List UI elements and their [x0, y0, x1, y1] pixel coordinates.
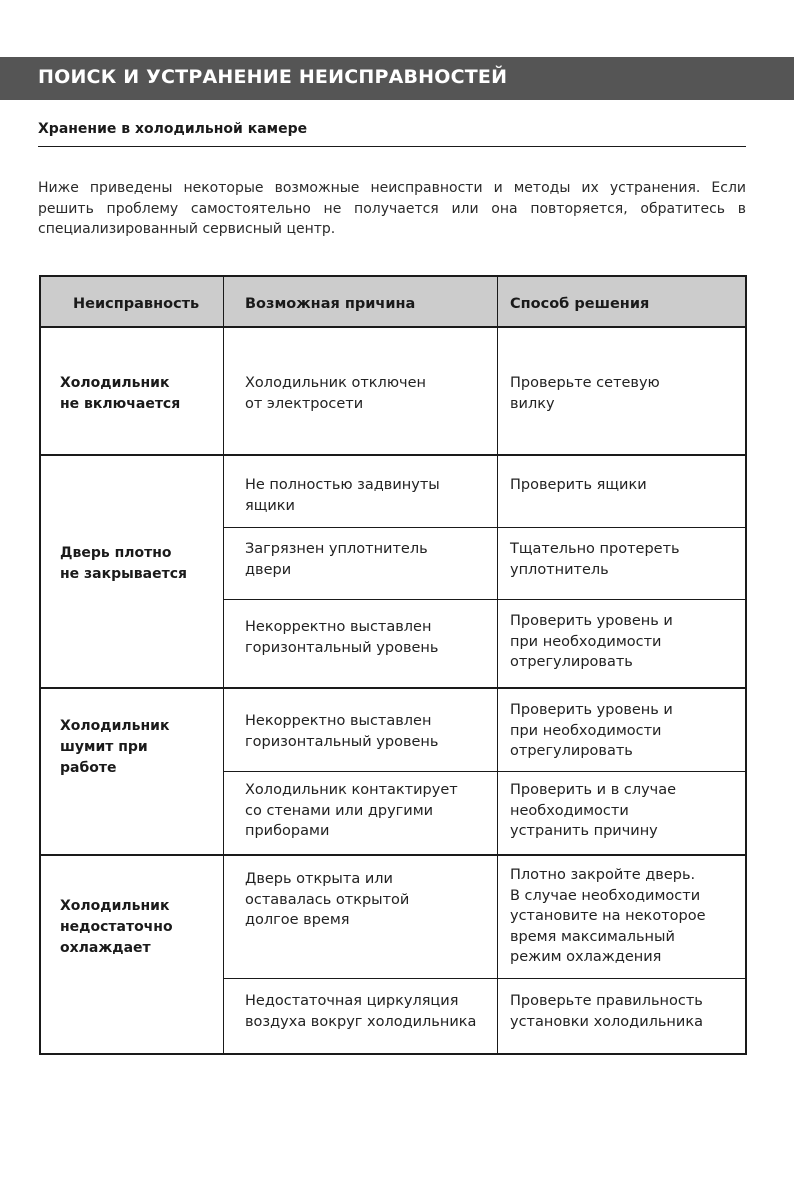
- header-problem: Неисправность: [73, 296, 200, 312]
- cause-cell: Холодильник контактирует со стенами или другими приборами: [245, 782, 458, 839]
- solution-cell: Проверить уровень и при необходимости отрегулировать: [510, 613, 673, 670]
- group-divider: [41, 854, 745, 856]
- section-title: Хранение в холодильной камере: [38, 121, 308, 137]
- section-divider: [38, 146, 746, 147]
- row-divider: [223, 599, 745, 600]
- cause-cell: Недостаточная циркуляция воздуха вокруг холодильника: [245, 993, 477, 1030]
- intro-paragraph: Ниже приведены некоторые возможные неисправности и методы их устранения. Если решить проблему самостоятельно не получается или она повторяется, обратитесь в специализированный сервисный центр.: [38, 180, 746, 237]
- cause-cell: Дверь открыта или оставалась открытой долгое время: [245, 871, 410, 928]
- cause-cell: Не полностью задвинуты ящики: [245, 477, 440, 514]
- row-divider: [223, 771, 745, 772]
- group-divider: [41, 687, 745, 689]
- problem-cell: Холодильник не включается: [60, 375, 181, 412]
- solution-cell: Плотно закройте дверь. В случае необходимости установите на некоторое время максимальный режим охлаждения: [510, 867, 706, 965]
- row-divider: [223, 527, 745, 528]
- header-cause: Возможная причина: [245, 296, 416, 312]
- cause-cell: Холодильник отключен от электросети: [245, 375, 426, 412]
- solution-cell: Проверить уровень и при необходимости отрегулировать: [510, 702, 673, 759]
- solution-cell: Проверьте сетевую вилку: [510, 375, 660, 412]
- solution-cell: Проверьте правильность установки холодильника: [510, 993, 703, 1030]
- problem-cell: Холодильник недостаточно охлаждает: [60, 898, 173, 956]
- header-solution: Способ решения: [510, 296, 650, 312]
- problem-cell: Холодильник шумит при работе: [60, 718, 170, 776]
- page-title: ПОИСК И УСТРАНЕНИЕ НЕИСПРАВНОСТЕЙ: [38, 66, 508, 88]
- problem-cell: Дверь плотно не закрывается: [60, 545, 188, 582]
- cause-cell: Загрязнен уплотнитель двери: [245, 541, 428, 578]
- cause-cell: Некорректно выставлен горизонтальный уровень: [245, 619, 439, 656]
- cause-cell: Некорректно выставлен горизонтальный уровень: [245, 713, 439, 750]
- header-bar: [0, 57, 794, 100]
- solution-cell: Проверить ящики: [510, 477, 647, 493]
- troubleshooting-table: [39, 275, 747, 1055]
- row-divider: [223, 978, 745, 979]
- column-divider: [497, 277, 498, 1053]
- group-divider: [41, 454, 745, 456]
- solution-cell: Тщательно протереть уплотнитель: [510, 541, 680, 578]
- solution-cell: Проверить и в случае необходимости устранить причину: [510, 782, 677, 839]
- column-divider: [223, 277, 224, 1053]
